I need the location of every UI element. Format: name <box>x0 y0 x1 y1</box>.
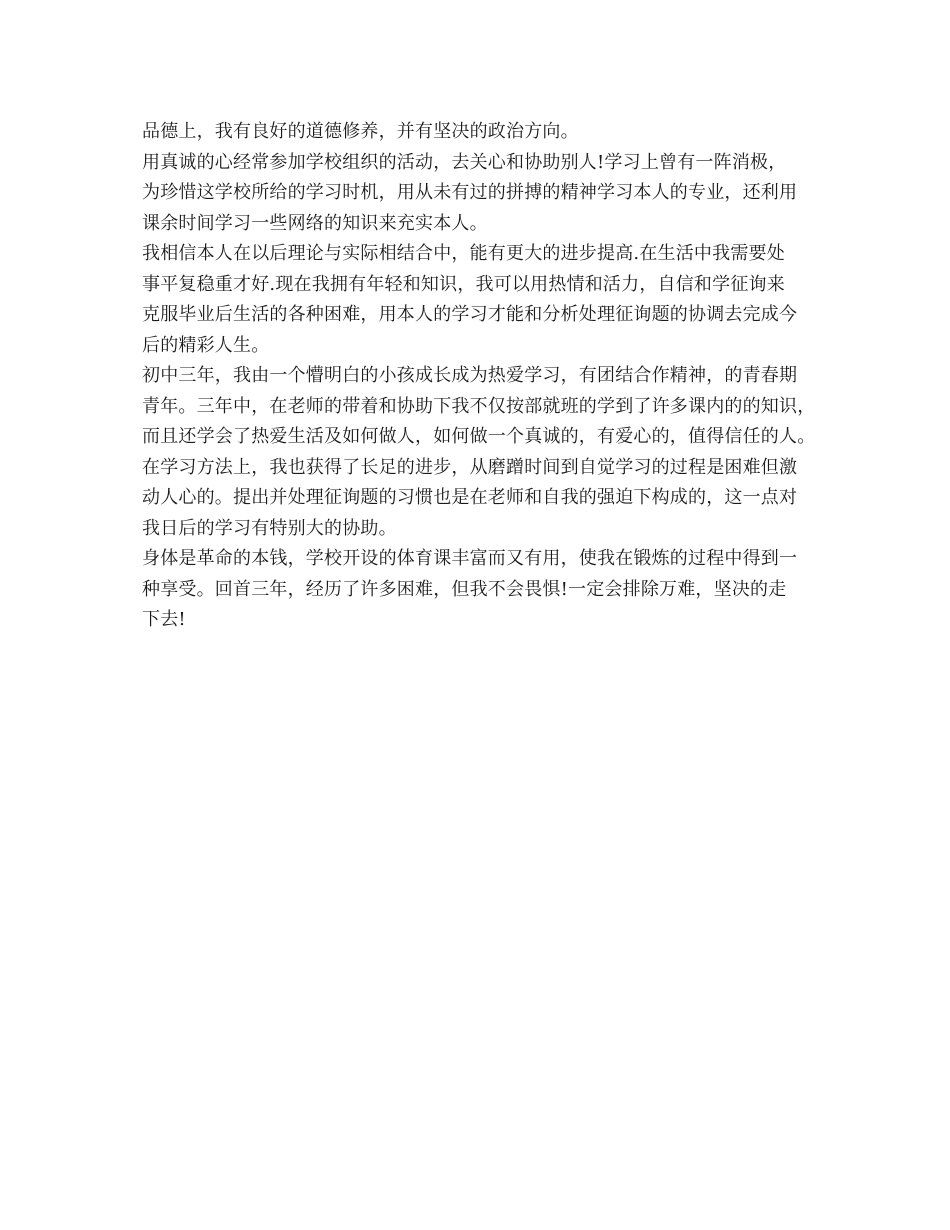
text-line-7: 克服毕业后生活的各种困难，用本人的学习才能和分析处理征询题的协调去完成今 <box>142 304 798 325</box>
text-line-14: 我日后的学习有特别大的协助。 <box>142 517 397 539</box>
text-line-8: 后的精彩人生。 <box>142 334 270 356</box>
text-line-10: 青年。三年中，在老师的带着和协助下我不仅按部就班的学到了许多课内的的知识， <box>142 395 816 417</box>
text-line-16: 种享受。回首三年，经历了许多困难，但我不会畏惧!一定会排除万难，坚决的走 <box>142 578 787 600</box>
text-line-17: 下去! <box>142 609 186 630</box>
text-line-1: 品德上，我有良好的道德修养，并有坚决的政治方向。 <box>142 121 579 142</box>
text-line-5: 我相信本人在以后理论与实际相结合中，能有更大的进步提高.在生活中我需要处 <box>142 243 785 264</box>
text-line-6: 事平复稳重才好.现在我拥有年轻和知识，我可以用热情和活力，自信和学征询来 <box>142 273 785 295</box>
text-line-12: 在学习方法上，我也获得了长足的进步，从磨蹭时间到自觉学习的过程是困难但激 <box>142 456 798 478</box>
document-body <box>142 117 822 636</box>
text-line-3: 为珍惜这学校所给的学习时机，用从未有过的拼搏的精神学习本人的专业，还利用 <box>142 182 798 203</box>
text-line-13: 动人心的。提出并处理征询题的习惯也是在老师和自我的强迫下构成的，这一点对 <box>142 487 798 508</box>
text-line-9: 初中三年，我由一个懵明白的小孩成长成为热爱学习，有团结合作精神，的青春期 <box>142 365 798 386</box>
text-line-4: 课余时间学习一些网络的知识来充实本人。 <box>142 212 488 234</box>
text-line-2: 用真诚的心经常参加学校组织的活动，去关心和协助别人!学习上曾有一阵消极， <box>142 151 787 173</box>
text-line-11: 而且还学会了热爱生活及如何做人，如何做一个真诚的，有爱心的，值得信任的人。 <box>142 426 816 447</box>
text-line-15: 身体是革命的本钱，学校开设的体育课丰富而又有用，使我在锻炼的过程中得到一 <box>142 548 798 569</box>
